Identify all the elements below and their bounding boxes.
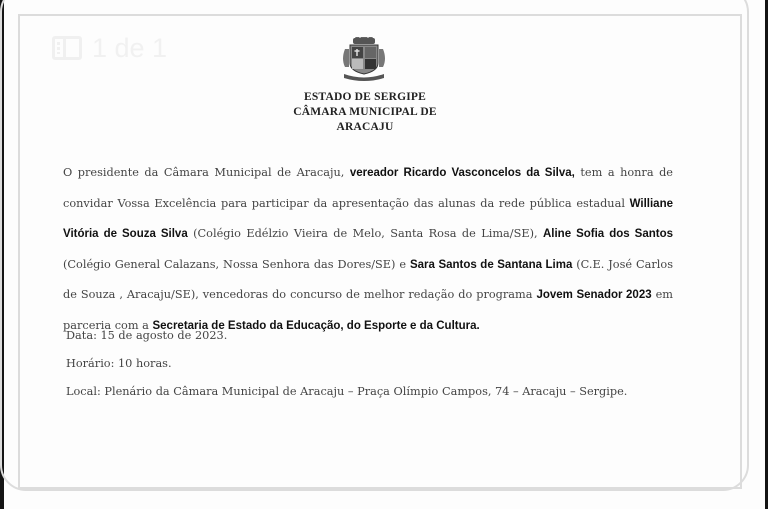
event-location: Local: Plenário da Câmara Municipal de Aracaju – Praça Olímpio Campos, 74 – Aracaju – Sergipe. (66, 385, 628, 398)
program-name: Jovem Senador 2023 (536, 289, 652, 301)
partner-secretariat: Secretaria de Estado da Educação, do Esporte e da Cultura. (152, 319, 480, 332)
student-name: Williane Vitória de Souza Silva (63, 197, 673, 240)
text-segment: (Colégio Edélzio Vieira de Melo, Santa Rosa de Lima/SE), (187, 227, 543, 240)
header-state: ESTADO DE SERGIPE (303, 91, 427, 103)
pages-icon (52, 36, 82, 60)
page-indicator-badge[interactable] (52, 33, 167, 63)
invitation-paragraph (63, 158, 673, 341)
text-segment: O presidente da Câmara Municipal de Aracaju, (63, 166, 350, 179)
institution-header (250, 90, 480, 135)
event-details (66, 325, 627, 409)
header-city: ARACAJU (336, 121, 394, 133)
president-name: vereador Ricardo Vasconcelos da Silva, (349, 167, 575, 179)
text-segment: (C.E. José Carlos de Souza , Aracaju/SE), vencedoras do concurso de melhor redação do programa (63, 257, 673, 301)
student-name: Aline Sofia dos Santos (542, 228, 673, 240)
page-indicator-text: 1 de 1 (92, 32, 168, 63)
event-time: Horário: 10 horas. (66, 357, 172, 370)
text-segment: (Colégio General Calazans, Nossa Senhora das Dores/SE) e (63, 257, 410, 271)
coat-of-arms-icon (339, 37, 389, 81)
student-name: Sara Santos de Santana Lima (409, 258, 573, 271)
header-chamber: CÂMARA MUNICIPAL DE (293, 106, 437, 118)
text-segment: em parceria com a (63, 288, 673, 332)
event-date: Data: 15 de agosto de 2023. (66, 329, 228, 342)
text-segment: tem a honra de convidar Vossa Excelência para participar da apresentação das alunas da rede pública estadual (63, 166, 673, 210)
